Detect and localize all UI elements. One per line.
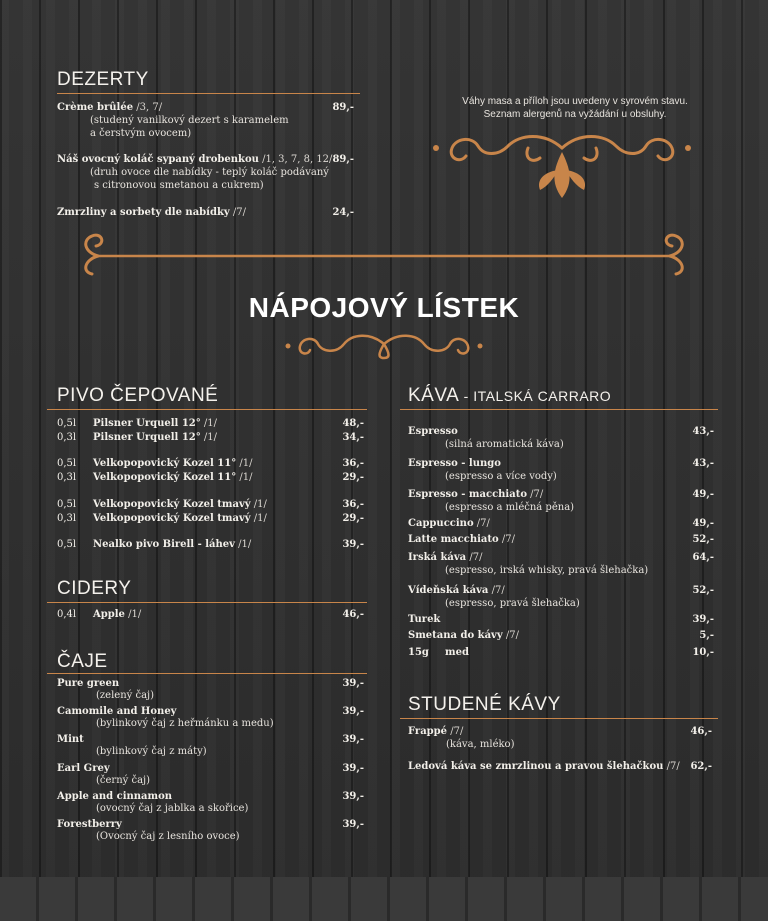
item-description: (druh ovoce dle nabídky - teplý koláč podávaný	[90, 167, 329, 178]
item-price: 46,-	[690, 726, 712, 737]
section-rule	[400, 409, 718, 410]
item-description: s citronovou smetanou a cukrem)	[94, 180, 264, 191]
section-title-kava: KÁVA - ITALSKÁ CARRARO	[408, 385, 612, 406]
item-price: 46,-	[342, 609, 364, 620]
menu-item: Frappé /7/	[408, 726, 464, 737]
menu-item: Espresso - lungo	[408, 458, 501, 469]
menu-item-extra: med	[445, 647, 469, 658]
section-rule	[47, 409, 367, 410]
item-price: 39,-	[342, 791, 364, 802]
item-price: 39,-	[342, 678, 364, 689]
item-description: (silná aromatická káva)	[445, 439, 564, 450]
section-title-cidery: CIDERY	[57, 578, 132, 599]
item-description: (bylinkový čaj z heřmánku a medu)	[96, 718, 274, 729]
item-description: a čerstvým ovocem)	[90, 128, 192, 139]
menu-item: Cappuccino /7/	[408, 518, 490, 529]
divider-scroll-icon	[78, 232, 690, 276]
ornament-flourish-icon	[432, 128, 692, 200]
item-price: 89,-	[332, 154, 354, 165]
wood-floor-band	[0, 877, 768, 921]
item-price: 52,-	[692, 534, 714, 545]
item-price: 39,-	[342, 763, 364, 774]
item-price: 36,-	[342, 499, 364, 510]
menu-item: Mint	[57, 734, 84, 745]
drink-volume: 0,5l	[57, 539, 77, 550]
item-description: (espresso, irská whisky, pravá šlehačka)	[445, 565, 649, 576]
menu-item: Espresso - macchiato /7/	[408, 489, 544, 500]
menu-item: Pure green	[57, 678, 120, 689]
item-description: (espresso a více vody)	[445, 471, 557, 482]
item-description: (studený vanilkový dezert s karamelem	[90, 115, 289, 126]
item-price: 29,-	[342, 513, 364, 524]
section-title-studene-kavy: STUDENÉ KÁVY	[408, 694, 561, 715]
menu-item: Forestberry	[57, 819, 122, 830]
menu-item: Pilsner Urquell 12° /1/	[93, 418, 218, 429]
menu-item: Pilsner Urquell 12° /1/	[93, 432, 218, 443]
menu-item: Turek	[408, 614, 441, 625]
item-price: 62,-	[690, 761, 712, 772]
section-rule	[47, 673, 367, 674]
item-price: 49,-	[692, 489, 714, 500]
item-description: (espresso, pravá šlehačka)	[445, 598, 580, 609]
menu-item: Irská káva /7/	[408, 552, 483, 563]
item-description: (Ovocný čaj z lesního ovoce)	[96, 831, 240, 842]
ornament-small-flourish-icon	[282, 330, 486, 360]
menu-item: Camomile and Honey	[57, 706, 177, 717]
menu-item: Velkopopovický Kozel 11° /1/	[93, 472, 253, 483]
item-price: 24,-	[332, 207, 354, 218]
drink-volume: 0,5l	[57, 458, 77, 469]
menu-item: Vídeňská káva /7/	[408, 585, 505, 596]
menu-item: Nealko pivo Birell - láhev /1/	[93, 539, 252, 550]
item-price: 39,-	[692, 614, 714, 625]
menu-item: Zmrzliny a sorbety dle nabídky /7/	[57, 207, 246, 218]
item-price: 52,-	[692, 585, 714, 596]
item-description: (espresso a mléčná pěna)	[445, 502, 575, 513]
menu-item: Earl Grey	[57, 763, 110, 774]
allergen-note-line2: Seznam alergenů na vyžádání u obsluhy.	[483, 109, 667, 120]
item-price: 10,-	[692, 647, 714, 658]
menu-item: Apple and cinnamon	[57, 791, 173, 802]
item-description: (černý čaj)	[96, 775, 151, 786]
item-description: (bylinkový čaj z máty)	[96, 746, 207, 757]
item-price: 64,-	[692, 552, 714, 563]
allergen-note-line1: Váhy masa a příloh jsou uvedeny v syrovém stavu.	[462, 96, 688, 107]
item-price: 89,-	[332, 102, 354, 113]
section-rule	[47, 602, 367, 603]
section-title-pivo: PIVO ČEPOVANÉ	[57, 385, 219, 406]
menu-item: Velkopopovický Kozel tmavý /1/	[93, 499, 267, 510]
item-description: (ovocný čaj z jablka a skořice)	[96, 803, 249, 814]
menu-item: Crème brûlée /3, 7/	[57, 102, 163, 113]
section-rule	[57, 93, 360, 94]
menu-item: Apple /1/	[93, 609, 142, 620]
drink-volume: 0,3l	[57, 432, 77, 443]
item-description: (káva, mléko)	[446, 739, 515, 750]
item-description: (zelený čaj)	[96, 690, 155, 701]
item-price: 43,-	[692, 426, 714, 437]
menu-item: Espresso	[408, 426, 458, 437]
item-price: 34,-	[342, 432, 364, 443]
item-price: 43,-	[692, 458, 714, 469]
menu-item: Velkopopovický Kozel 11° /1/	[93, 458, 253, 469]
menu-item: Smetana do kávy /7/	[408, 630, 519, 641]
item-price: 48,-	[342, 418, 364, 429]
drink-volume: 0,5l	[57, 499, 77, 510]
item-price: 39,-	[342, 819, 364, 830]
item-price: 29,-	[342, 472, 364, 483]
menu-item: Latte macchiato /7/	[408, 534, 515, 545]
item-price: 39,-	[342, 734, 364, 745]
section-title-dezerty: DEZERTY	[57, 69, 149, 90]
drink-volume: 0,3l	[57, 472, 77, 483]
section-title-caje: ČAJE	[57, 651, 108, 672]
drink-menu-title: NÁPOJOVÝ LÍSTEK	[248, 292, 520, 323]
drink-volume: 0,4l	[57, 609, 77, 620]
menu-item: Ledová káva se zmrzlinou a pravou šlehačkou /7/	[408, 761, 680, 772]
section-rule	[400, 718, 718, 719]
drink-volume: 0,5l	[57, 418, 77, 429]
menu-item: Velkopopovický Kozel tmavý /1/	[93, 513, 267, 524]
menu-item: 15g	[408, 647, 429, 658]
item-price: 39,-	[342, 706, 364, 717]
drink-volume: 0,3l	[57, 513, 77, 524]
item-price: 5,-	[699, 630, 714, 641]
menu-item: Náš ovocný koláč sypaný drobenkou /1, 3, 7, 8, 12/	[57, 154, 333, 165]
item-price: 49,-	[692, 518, 714, 529]
item-price: 36,-	[342, 458, 364, 469]
item-price: 39,-	[342, 539, 364, 550]
